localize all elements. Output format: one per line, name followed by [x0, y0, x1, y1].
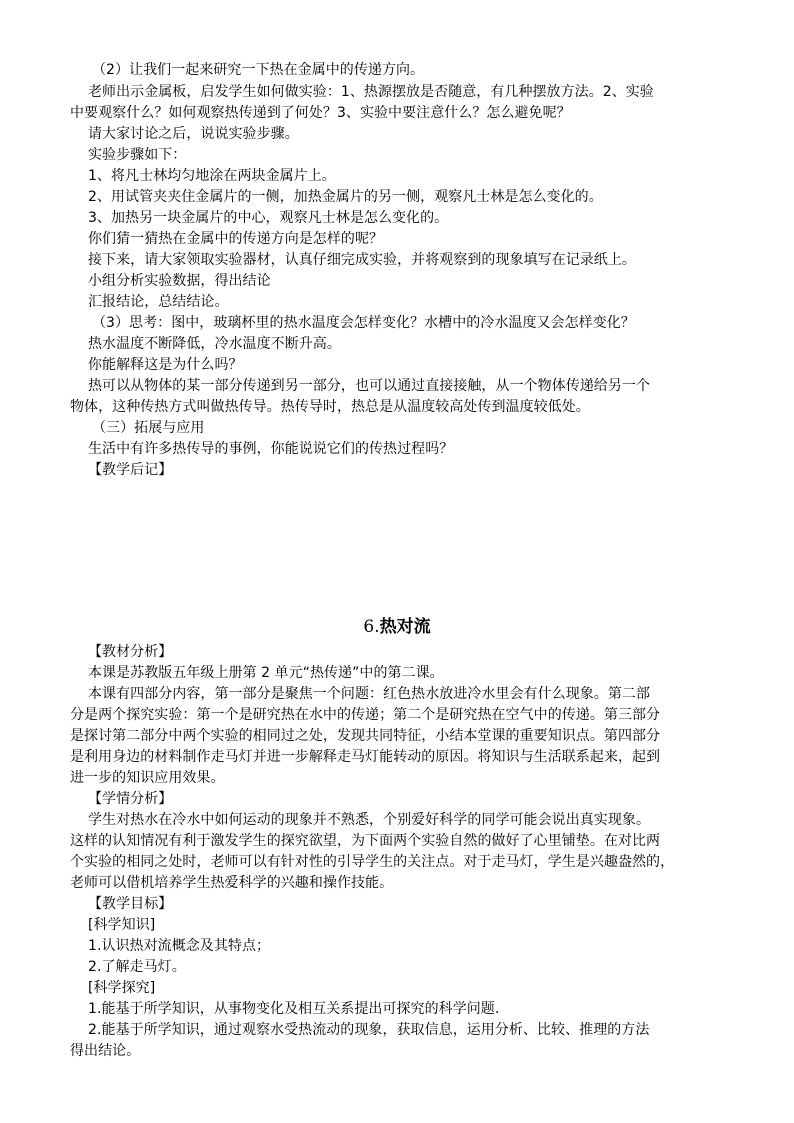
text-line: 这样的认知情况有利于激发学生的探究欲望，为下面两个实验自然的做好了心里铺垫。在对比两: [70, 833, 661, 849]
text-line: 老师可以借机培养学生热爱科学的兴趣和操作技能。: [70, 875, 394, 891]
text-line: 汇报结论，总结结论。: [88, 294, 229, 310]
text-line: 接下来，请大家领取实验器材，认真仔细完成实验，并将观察到的现象填写在记录纸上。: [88, 252, 636, 268]
lesson-title-text: 热对流: [379, 617, 431, 637]
text-line: 生活中有许多热传导的事例，你能说说它们的传热过程吗？: [88, 441, 454, 457]
text-line: 1.能基于所学知识，从事物变化及相互关系提出可探究的科学问题.: [88, 1001, 500, 1017]
text-line: （3）思考：图中，玻璃杯里的热水温度会怎样变化？水槽中的冷水温度又会怎样变化？: [92, 315, 635, 331]
text-line: 物体，这种传热方式叫做热传导。热传导时，热总是从温度较高处传到温度较低处。: [70, 399, 590, 415]
text-line: 1、将凡士林均匀地涂在两块金属片上。: [88, 168, 336, 184]
text-line: 得出结论。: [70, 1043, 141, 1059]
text-line: 1.认识热对流概念及其特点；: [88, 938, 271, 954]
text-line: （三）拓展与应用: [92, 420, 205, 436]
text-line: （2）让我们一起来研究一下热在金属中的传递方向。: [92, 62, 425, 78]
text-line: 进一步的知识应用效果。: [70, 770, 225, 786]
text-line: 是探讨第二部分中两个实验的相同过之处，发现共同特征，小结本堂课的重要知识点。第四部分: [70, 728, 661, 744]
text-line: [科学探究]: [88, 980, 156, 996]
text-line: 实验步骤如下：: [88, 147, 187, 163]
text-line: 中要观察什么？如何观察热传递到了何处？3、实验中要注意什么？怎么避免呢？: [70, 105, 571, 121]
text-line: 个实验的相同之处时，老师可以有针对性的引导学生的关注点。对于走马灯，学生是兴趣盎然的，: [70, 854, 675, 870]
text-line: 2、用试管夹夹住金属片的一侧，加热金属片的另一侧，观察凡士林是怎么变化的。: [88, 189, 603, 205]
text-line: 老师出示金属板，启发学生如何做实验：1、热源摆放是否随意，有几种摆放方法。2、实验: [88, 84, 654, 100]
text-line: 是利用身边的材料制作走马灯并进一步解释走马灯能转动的原因。将知识与生活联系起来，起到: [70, 749, 661, 765]
section-heading: 【教学目标】: [88, 896, 173, 912]
text-line: 热水温度不断降低，冷水温度不断升高。: [88, 336, 341, 352]
text-line: 2.了解走马灯。: [88, 959, 186, 975]
text-line: 本课有四部分内容，第一部分是聚焦一个问题：红色热水放进冷水里会有什么现象。第二部: [88, 686, 650, 702]
section-heading: 【学情分析】: [88, 791, 173, 807]
text-line: 3、加热另一块金属片的中心，观察凡士林是怎么变化的。: [88, 210, 449, 226]
text-line: [科学知识]: [88, 917, 156, 933]
text-line: 你们猜一猜热在金属中的传递方向是怎样的呢？: [88, 231, 384, 247]
text-line: 你能解释这是为什么吗？: [88, 357, 243, 373]
text-line: 请大家讨论之后，说说实验步骤。: [88, 126, 299, 142]
text-line: 小组分析实验数据，得出结论: [88, 273, 271, 289]
text-line: 2.能基于所学知识，通过观察水受热流动的现象，获取信息，运用分析、比较、推理的方法: [88, 1022, 650, 1038]
section-heading: 【教学后记】: [88, 462, 173, 478]
text-line: 热可以从物体的某一部分传递到另一部分，也可以通过直接接触，从一个物体传递给另一个: [88, 378, 650, 394]
lesson-title: [0, 612, 794, 637]
lesson-number: 6.: [363, 617, 380, 637]
section-heading: 【教材分析】: [88, 644, 173, 660]
text-line: 分是两个探究实验：第一个是研究热在水中的传递；第二个是研究热在空气中的传递。第三部分: [70, 707, 661, 723]
text-line: 学生对热水在冷水中如何运动的现象并不熟悉，个别爱好科学的同学可能会说出真实现象。: [88, 812, 650, 828]
text-line: 本课是苏教版五年级上册第 2 单元“热传递”中的第二课。: [88, 665, 444, 681]
